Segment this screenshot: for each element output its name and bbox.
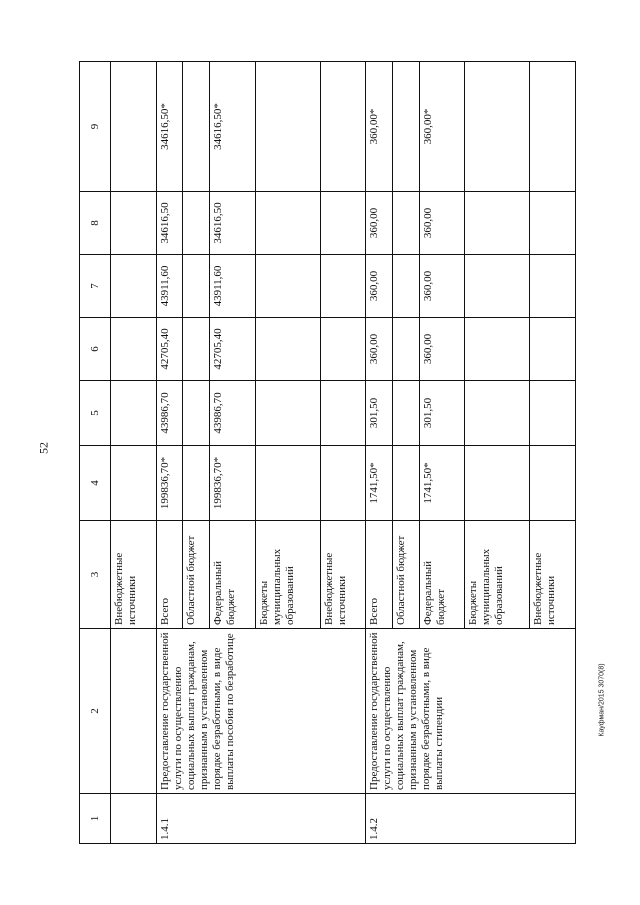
amount-cell <box>392 318 419 381</box>
amount-cell <box>465 192 530 255</box>
amount-cell <box>465 318 530 381</box>
item-code-cell: 1.4.2 <box>366 794 576 844</box>
amount-cell <box>255 62 320 192</box>
amount-cell <box>320 62 366 192</box>
amount-cell <box>392 446 419 521</box>
amount-cell: 1741,50* <box>366 446 393 521</box>
amount-cell <box>530 62 576 192</box>
amount-cell <box>255 318 320 381</box>
amount-cell: 301,50 <box>419 381 465 446</box>
amount-cell: 360,00 <box>419 318 465 381</box>
amount-cell: 43986,70 <box>156 381 183 446</box>
amount-cell <box>183 446 210 521</box>
document-stamp: Кауфман/2015 3070(8) <box>598 663 606 737</box>
rotated-table-area <box>79 62 576 844</box>
amount-cell: 360,00 <box>419 255 465 318</box>
amount-cell: 43911,60 <box>156 255 183 318</box>
amount-cell: 34616,50 <box>210 192 256 255</box>
item-description-cell: Предоставление государственной услуги по осуществлению социальных выплат гражданам, признанным в установленном порядке безработными, в виде выплаты стипендии <box>366 629 576 794</box>
item-description-cell <box>111 629 157 794</box>
amount-cell <box>465 255 530 318</box>
item-description-cell: Предоставление государственной услуги по осуществлению социальных выплат гражданам, признанным в установленном порядке безработными, в виде выплаты пособия по безработице <box>156 629 366 794</box>
amount-cell <box>111 62 157 192</box>
page-number: 52 <box>36 442 51 454</box>
amount-cell <box>255 381 320 446</box>
table-row <box>111 62 157 844</box>
amount-cell <box>392 381 419 446</box>
amount-cell <box>320 192 366 255</box>
amount-cell <box>111 381 157 446</box>
amount-cell <box>183 62 210 192</box>
table-row <box>366 62 393 844</box>
funding-source-cell: Внебюджетные источники <box>320 521 366 629</box>
column-number: 4 <box>80 446 111 521</box>
amount-cell <box>111 255 157 318</box>
amount-cell <box>530 446 576 521</box>
amount-cell: 199836,70* <box>156 446 183 521</box>
amount-cell <box>465 446 530 521</box>
table-row <box>156 62 183 844</box>
amount-cell: 1741,50* <box>419 446 465 521</box>
amount-cell <box>183 192 210 255</box>
funding-source-cell: Федеральный бюджет <box>419 521 465 629</box>
funding-source-cell: Внебюджетные источники <box>111 521 157 629</box>
amount-cell <box>392 62 419 192</box>
amount-cell: 43986,70 <box>210 381 256 446</box>
column-number-row <box>80 62 111 844</box>
amount-cell <box>255 255 320 318</box>
amount-cell <box>320 446 366 521</box>
column-number: 2 <box>80 629 111 794</box>
table-body <box>80 62 576 844</box>
amount-cell: 34616,50* <box>156 62 183 192</box>
column-number: 1 <box>80 794 111 844</box>
amount-cell <box>111 318 157 381</box>
funding-source-cell: Бюджеты муниципальных образований <box>465 521 530 629</box>
amount-cell: 360,00 <box>419 192 465 255</box>
funding-source-cell: Областной бюджет <box>183 521 210 629</box>
amount-cell <box>392 192 419 255</box>
budget-table <box>79 61 576 844</box>
item-code-cell <box>111 794 157 844</box>
amount-cell <box>530 255 576 318</box>
column-number: 8 <box>80 192 111 255</box>
amount-cell <box>465 62 530 192</box>
amount-cell <box>530 192 576 255</box>
amount-cell <box>183 255 210 318</box>
amount-cell: 34616,50 <box>156 192 183 255</box>
amount-cell: 42705,40 <box>156 318 183 381</box>
amount-cell: 301,50 <box>366 381 393 446</box>
funding-source-cell: Федеральный бюджет <box>210 521 256 629</box>
item-code-cell: 1.4.1 <box>156 794 366 844</box>
amount-cell: 360,00* <box>366 62 393 192</box>
amount-cell: 360,00 <box>366 318 393 381</box>
column-number: 3 <box>80 521 111 629</box>
amount-cell <box>111 192 157 255</box>
amount-cell <box>530 318 576 381</box>
funding-source-cell: Областной бюджет <box>392 521 419 629</box>
amount-cell: 199836,70* <box>210 446 256 521</box>
amount-cell <box>320 255 366 318</box>
column-number: 7 <box>80 255 111 318</box>
amount-cell <box>111 446 157 521</box>
funding-source-cell: Внебюджетные источники <box>530 521 576 629</box>
amount-cell: 360,00 <box>366 255 393 318</box>
amount-cell: 360,00* <box>419 62 465 192</box>
amount-cell <box>530 381 576 446</box>
amount-cell <box>320 381 366 446</box>
amount-cell <box>320 318 366 381</box>
column-number: 5 <box>80 381 111 446</box>
column-number: 9 <box>80 62 111 192</box>
amount-cell: 360,00 <box>366 192 393 255</box>
column-number: 6 <box>80 318 111 381</box>
amount-cell <box>183 318 210 381</box>
funding-source-cell: Всего <box>366 521 393 629</box>
amount-cell: 34616,50* <box>210 62 256 192</box>
amount-cell <box>392 255 419 318</box>
budget-table-sheet <box>79 62 576 844</box>
funding-source-cell: Всего <box>156 521 183 629</box>
amount-cell <box>183 381 210 446</box>
amount-cell: 43911,60 <box>210 255 256 318</box>
funding-source-cell: Бюджеты муниципальных образований <box>255 521 320 629</box>
amount-cell <box>255 446 320 521</box>
amount-cell <box>465 381 530 446</box>
amount-cell: 42705,40 <box>210 318 256 381</box>
amount-cell <box>255 192 320 255</box>
